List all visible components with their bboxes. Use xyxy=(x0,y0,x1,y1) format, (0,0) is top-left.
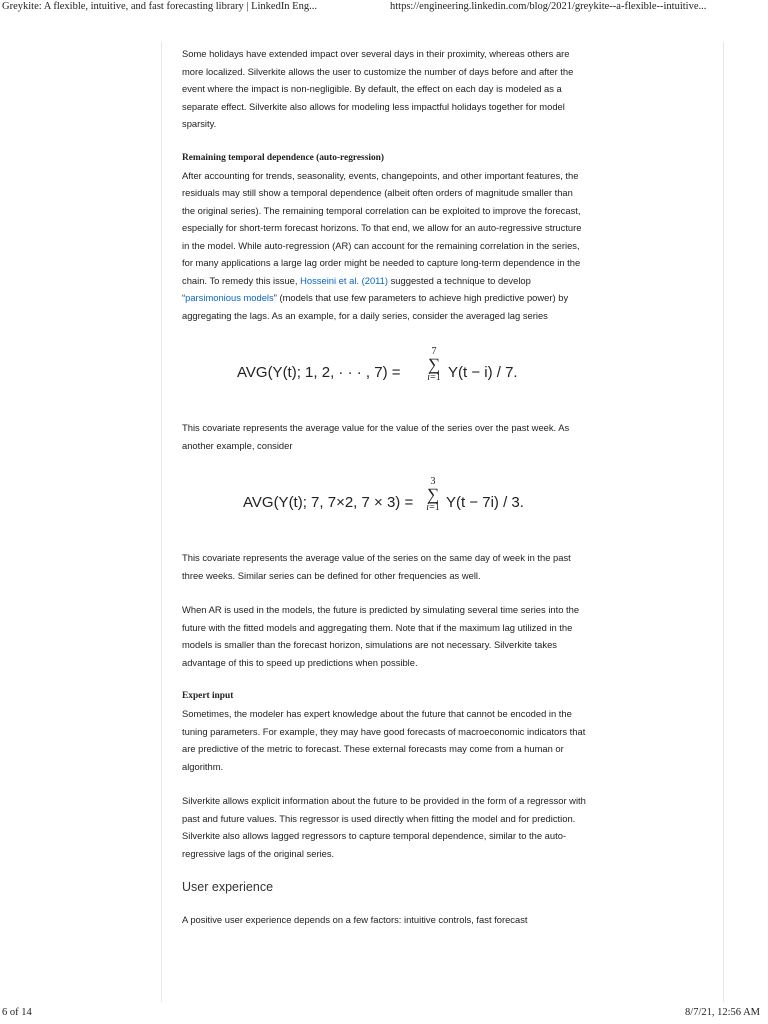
sigma-icon: ∑ xyxy=(426,485,440,504)
paragraph-ar-simulation: When AR is used in the models, the future is predicted by simulating several time series into the future with the fitted models and aggregating them. Note that if the maximum lag utilized in the models is smaller than the forecast horizon, simulations are not necessary. Silverkite takes advantage of this to speed up predictions when possible. xyxy=(182,604,580,668)
heading-auto-regression: Remaining temporal dependence (auto-regression) xyxy=(182,152,384,163)
link-hosseini-2011[interactable]: Hosseini et al. (2011) xyxy=(300,274,389,286)
text-span: ” (models that use few parameters to achieve high predictive power) by aggregating the lags. As an example, for a daily series, consider the averaged lag series xyxy=(182,292,569,321)
heading-expert-input: Expert input xyxy=(182,691,234,701)
summation-start: =1 xyxy=(429,502,440,513)
paragraph-covariate-three-weeks: This covariate represents the average value of the series on the same day of week in the past three weeks. Similar series can be defined for other frequencies as well. xyxy=(182,552,571,581)
print-footer xyxy=(0,1002,768,1024)
page-number: 6 of 14 xyxy=(2,1007,32,1018)
summation-upper: 7 xyxy=(431,346,437,357)
paragraph-expert-input: Sometimes, the modeler has expert knowledge about the future that cannot be encoded in the tuning parameters. For example, they may have good forecasts of macroeconomic indicators that are predictive of the metric to forecast. These external forecasts may come from a human or algorithm. xyxy=(182,708,586,772)
paragraph-auto-regression xyxy=(182,167,586,325)
summation-lower xyxy=(424,372,444,384)
article-body xyxy=(182,45,586,945)
text-span: suggested a technique to develop “ xyxy=(182,274,531,303)
print-page-url: https://engineering.linkedin.com/blog/2021/greykite--a-flexible--intuitive... xyxy=(390,1,707,12)
paragraph-user-experience: A positive user experience depends on a few factors: intuitive controls, fast forecast xyxy=(182,913,528,925)
formula-weekly-average xyxy=(182,341,586,399)
print-page-title: Greykite: A flexible, intuitive, and fast forecasting library | LinkedIn Eng... xyxy=(2,1,317,12)
summation-lower xyxy=(423,502,443,514)
formula-same-weekday-average xyxy=(182,471,586,529)
paragraph-covariate-week: This covariate represents the average value for the value of the series over the past week. As another example, consider xyxy=(182,422,570,451)
formula-lhs: AVG(Y(t); 1, 2, · · · , 7) = xyxy=(237,364,401,381)
summation-upper: 3 xyxy=(430,476,436,487)
link-parsimonious-models[interactable]: parsimonious models xyxy=(185,292,274,303)
summation-symbol xyxy=(423,476,443,514)
formula-rhs: Y(t − i) / 7. xyxy=(448,364,518,381)
text-span: After accounting for trends, seasonality, events, changepoints, and other important features, the residuals may still show a temporal dependence (albeit often orders of magnitude smaller than the original series). The remaining temporal correlation can be exploited to improve the forecast, especially for short-term forecast horizons. To that end, we allow for an auto-regressive structure in the model. While auto-regression (AR) can account for the remaining correlation in the series, for many applications a large lag order might be needed to capture long-term dependence in the chain. To remedy this issue, xyxy=(182,169,582,286)
summation-symbol xyxy=(424,346,444,384)
paragraph-holidays: Some holidays have extended impact over several days in their proximity, whereas others are more localized. Silverkite allows the user to customize the number of days before and after the event where the impact is non-negligible. By default, the effect on each day is modeled as a separate effect. Silverkite also allows for modeling less impactful holidays together for model sparsity. xyxy=(182,48,574,129)
summation-index: i xyxy=(426,502,430,513)
paragraph-regressors: Silverkite allows explicit information about the future to be provided in the form of a regressor with past and future values. This regressor is used directly when fitting the model and for prediction. Silverkite also allows lagged regressors to capture temporal dependence, similar to the auto-regressive lags of the original series. xyxy=(182,795,586,859)
print-datetime: 8/7/21, 12:56 AM xyxy=(685,1007,760,1018)
formula-lhs: AVG(Y(t); 7, 7×2, 7 × 3) = xyxy=(243,494,414,511)
print-header xyxy=(0,0,768,18)
heading-user-experience: User experience xyxy=(182,880,274,894)
content-frame-right-border xyxy=(723,42,724,1002)
sigma-icon: ∑ xyxy=(427,355,441,374)
summation-start: =1 xyxy=(430,372,441,383)
formula-rhs: Y(t − 7i) / 3. xyxy=(446,494,524,511)
summation-index: i xyxy=(427,372,431,383)
content-frame-left-border xyxy=(161,42,162,1002)
